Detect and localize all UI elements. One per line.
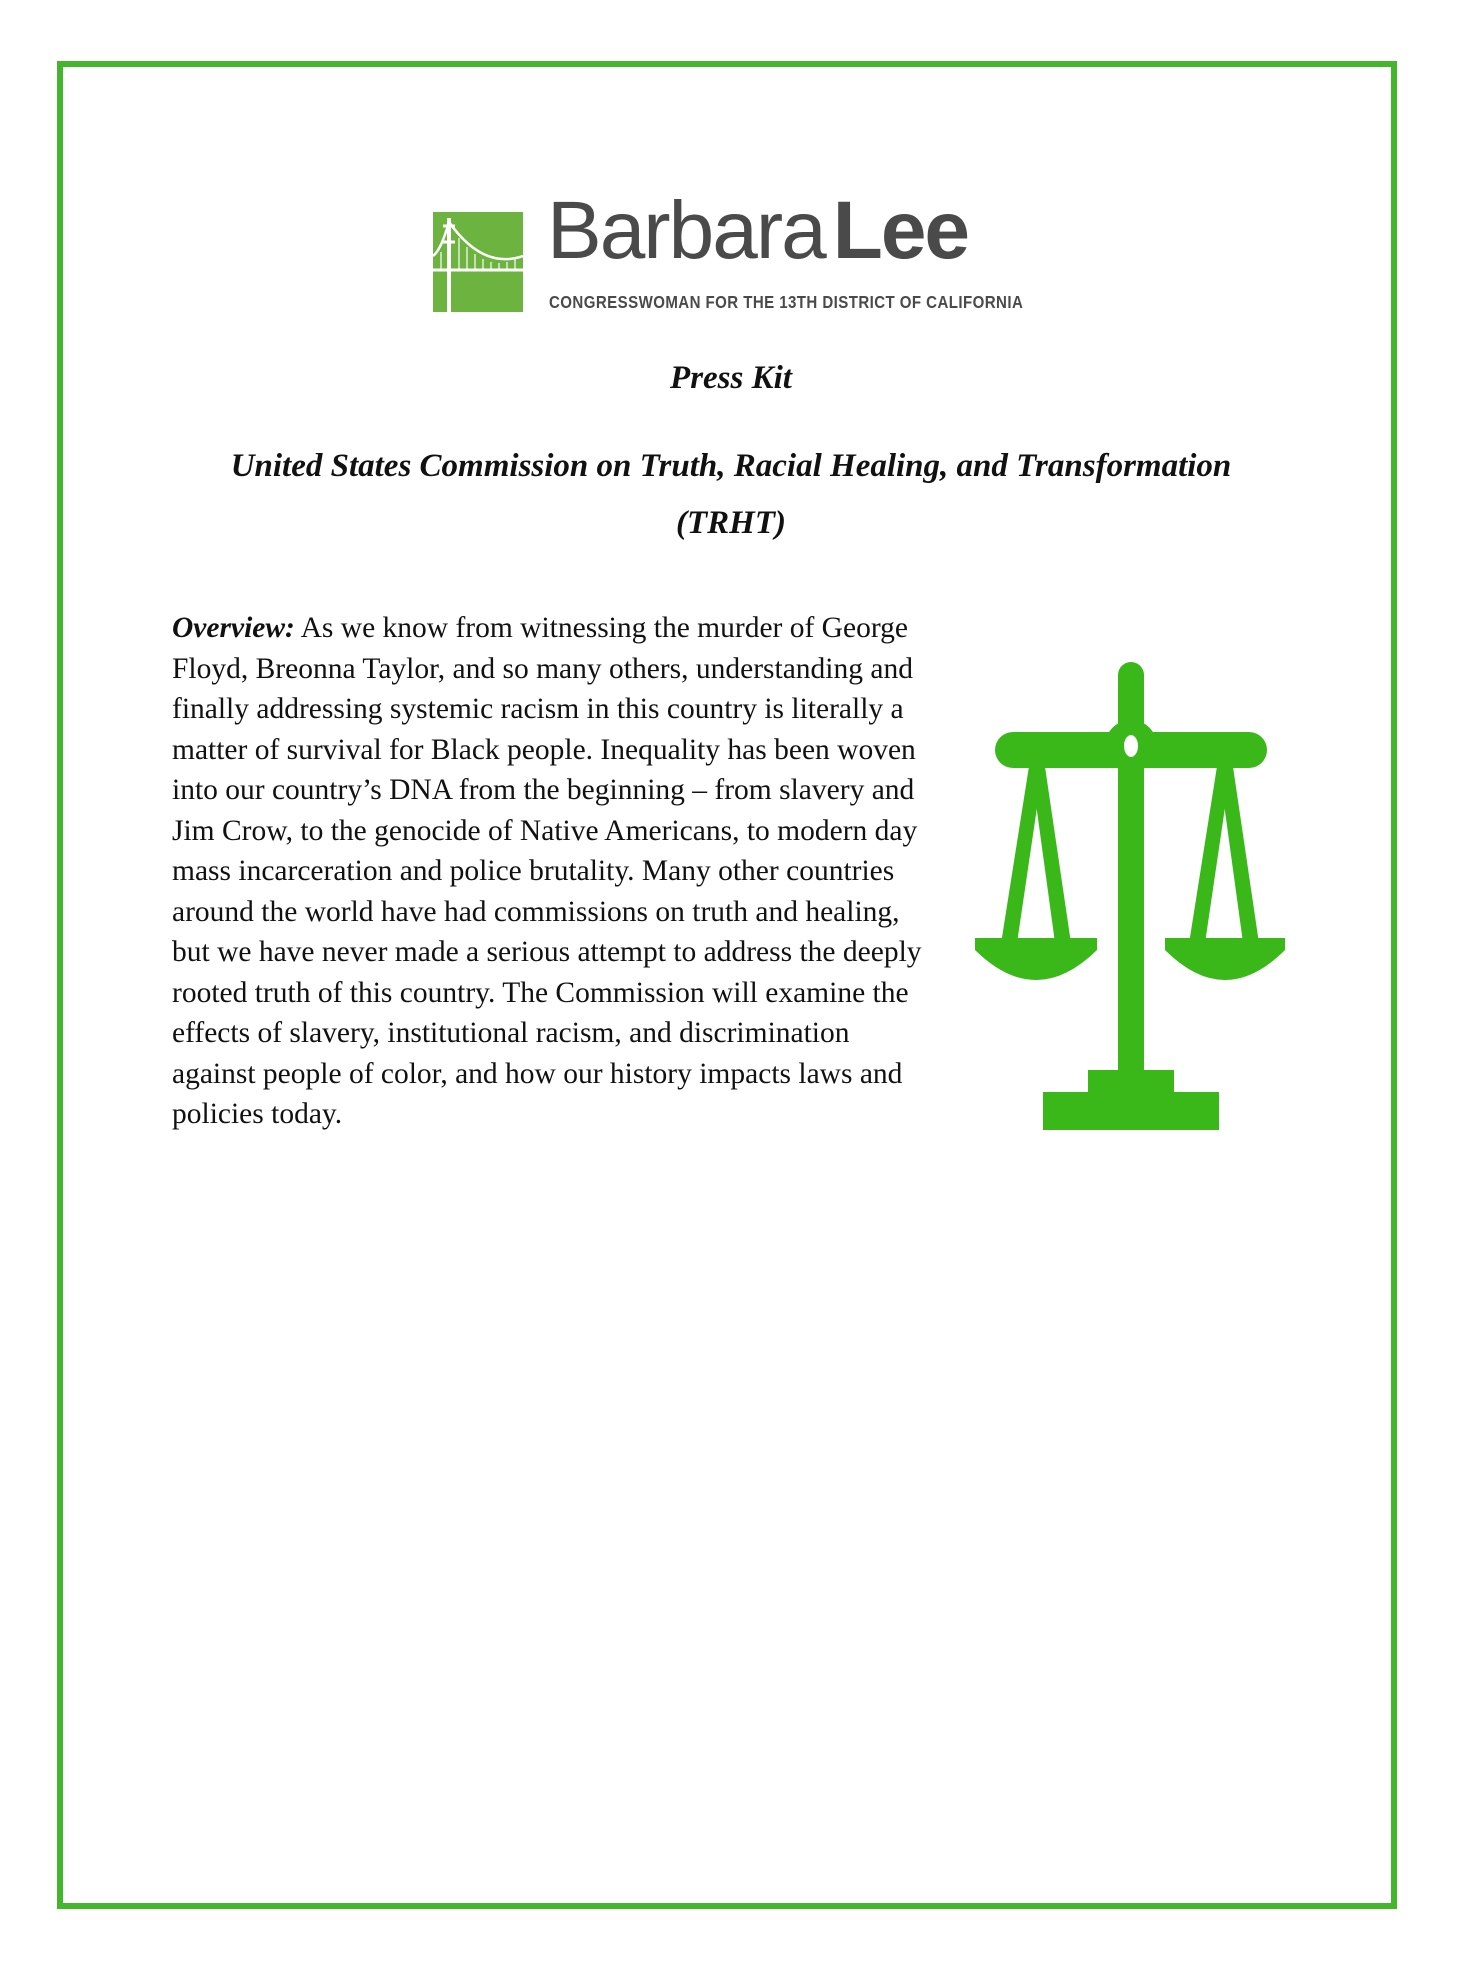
overview-text: As we know from witnessing the murder of George Floyd, Breonna Taylor, and so many others, understanding and finally addressing systemic racism in this country is literally a matter of survival for Black people. Inequality has been woven into our country’s DNA from the beginning – from slavery and Jim Crow, to the genocide of Native Americans, to modern day mass incarceration and police brutality. Many other countries around the world have had commissions on truth and healing, but we have never made a serious attempt to address the deeply rooted truth of this country. The Commission will examine the effects of slavery, institutional racism, and discrimination against people of color, and how our history impacts laws and policies today. — [172, 612, 922, 1130]
barbara-lee-logo — [433, 185, 1024, 316]
document-kind-label: Press Kit — [670, 360, 792, 396]
logo-first-name: Barbara — [547, 185, 825, 276]
logo-wordmark — [547, 185, 969, 276]
golden-gate-bridge-icon — [433, 212, 523, 312]
logo-last-name: Lee — [832, 185, 969, 276]
scales-of-justice-icon — [975, 660, 1285, 1130]
overview-paragraph — [172, 608, 932, 1135]
logo-tagline: CONGRESSWOMAN FOR THE 13TH DISTRICT OF CALIFORNIA — [549, 292, 1024, 312]
overview-label: Overview: — [172, 612, 295, 644]
document-title: United States Commission on Truth, Racial Healing, and Transformation (TRHT) — [230, 448, 1232, 541]
